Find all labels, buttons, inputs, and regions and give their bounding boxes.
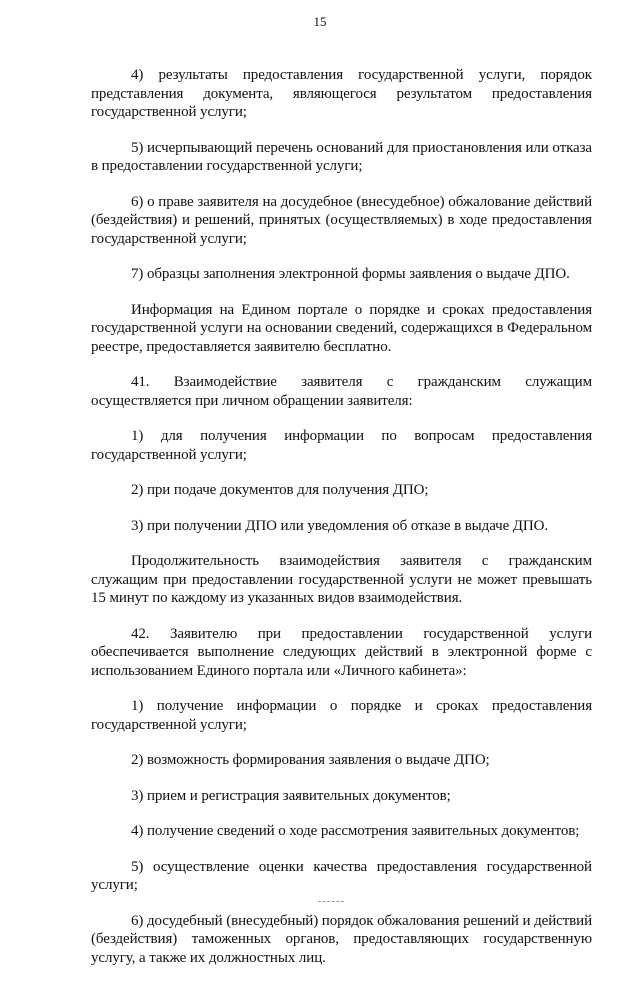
paragraph-42-item-5: 5) осуществление оценки качества предоставления государственной услуги; xyxy=(91,858,592,893)
paragraph-item-7-form-samples: 7) образцы заполнения электронной формы заявления о выдаче ДПО. xyxy=(131,266,570,282)
paragraph-item-4-results: 4) результаты предоставления государственной услуги, порядок представления документа, являющегося результатом предоставления государственной услуги; xyxy=(91,67,592,120)
paragraph-41-item-3: 3) при получении ДПО или уведомления об отказе в выдаче ДПО. xyxy=(131,517,549,534)
paragraph-42-item-1: 1) получение информации о порядке и сроках предоставления государственной услуги; xyxy=(91,698,592,733)
paragraph-item-5-suspension-grounds: 5) исчерпывающий перечень оснований для приостановления или отказа в предоставлении государственной услуги; xyxy=(91,139,592,174)
paragraph-41-item-1: 1) для получения информации по вопросам предоставления государственной услуги; xyxy=(91,428,592,463)
paragraph-42-item-2: 2) возможность формирования заявления о выдаче ДПО; xyxy=(131,752,490,768)
page-number: 15 xyxy=(313,14,327,29)
paragraph-42-item-3: 3) прием и регистрация заявительных документов; xyxy=(131,787,451,804)
paragraph-section-41: 41. Взаимодействие заявителя с гражданским служащим осуществляется при личном обращении заявителя: xyxy=(91,374,592,409)
paragraph-interaction-duration: Продолжительность взаимодействия заявителя с гражданским служащим при предоставлении государственной услуги не может превышать 15 минут по каждому из указанных видов взаимодействия. xyxy=(91,553,592,606)
paragraph-42-item-6: 6) досудебный (внесудебный) порядок обжалования решений и действий (бездействия) таможенных органов, предоставляющих государственную услугу, а также их должностных лиц. xyxy=(91,912,592,966)
paragraph-section-42: 42. Заявителю при предоставлении государственной услуги обеспечивается выполнение следующих действий в электронной форме с использованием Единого портала или «Личного кабинета»: xyxy=(91,625,592,679)
scan-edge-mark xyxy=(318,901,344,903)
paragraph-item-6-appeal-rights: 6) о праве заявителя на досудебное (внесудебное) обжалование действий (бездействия) и решений, принятых (осуществляемых) в ходе предоставления государственной услуги; xyxy=(91,193,592,247)
document-body xyxy=(91,66,592,984)
paragraph-42-item-4: 4) получение сведений о ходе рассмотрения заявительных документов; xyxy=(131,823,580,839)
paragraph-41-item-2: 2) при подаче документов для получения ДПО; xyxy=(131,482,429,498)
paragraph-portal-information: Информация на Едином портале о порядке и сроках предоставления государственной услуги на основании сведений, содержащихся в Федеральном реестре, предоставляется заявителю бесплатно. xyxy=(91,301,592,355)
